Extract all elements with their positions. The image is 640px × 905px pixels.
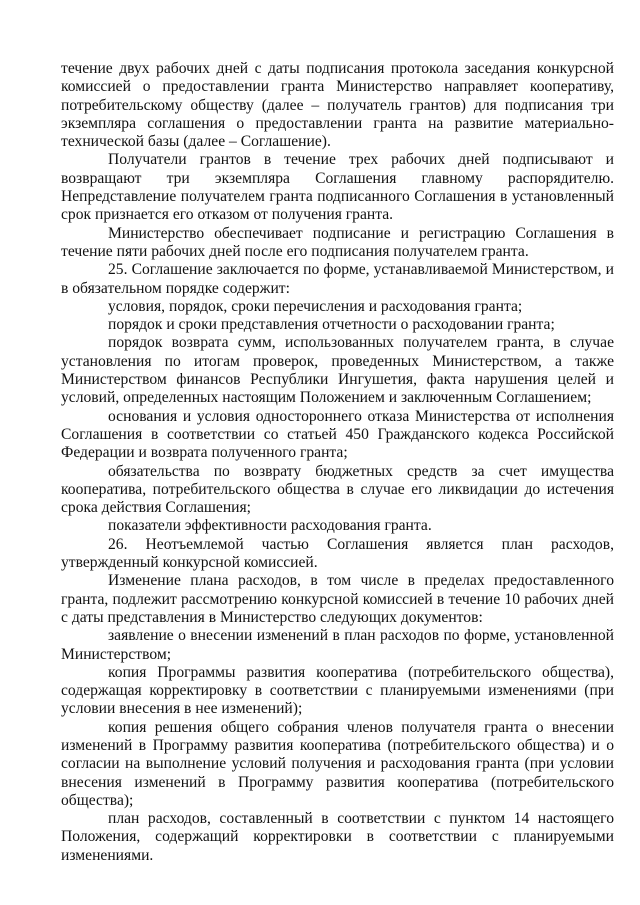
list-item-refund-procedure: порядок возврата сумм, использованных получателем гранта, в случае установления по итогам проверок, проведенных Министерством, а также Министерством финансов Республики Ингушетия, факта нарушения целей и условий, определенных настоящим Положением и заключенным Соглашением; [61, 334, 614, 407]
list-item-reporting: порядок и сроки представления отчетности о расходовании гранта; [108, 316, 555, 334]
list-item-efficiency-indicators: показатели эффективности расходования гранта. [108, 517, 432, 535]
document-page [61, 60, 614, 865]
paragraph-ministry-registration: Министерство обеспечивает подписание и регистрацию Соглашения в течение пяти рабочих дней после его подписания получателем гранта. [61, 224, 614, 260]
list-item-unilateral-refusal: основания и условия одностороннего отказа Министерства от исполнения Соглашения в соответствии со статьей 450 Гражданского кодекса Российской Федерации и возврата полученного гранта; [61, 407, 614, 462]
paragraph-item-25: 25. Соглашение заключается по форме, устанавливаемой Министерством, и в обязательном порядке содержит: [61, 261, 614, 297]
paragraph-item-26: 26. Неотъемлемой частью Соглашения является план расходов, утвержденный конкурсной комиссией. [61, 535, 614, 572]
list-item-meeting-decision-copy: копия решения общего собрания членов получателя гранта о внесении изменений в Программу развития кооператива (потребительского общества) и о согласии на выполнение условий получения и расходования гранта (при условии внесения изменений в Программу развития кооператива (потребительского общества); [61, 718, 614, 809]
list-item-application: заявление о внесении изменений в план расходов по форме, установленной Министерством; [61, 627, 614, 663]
paragraph-plan-changes: Изменение плана расходов, в том числе в пределах предоставленного гранта, подлежит рассмотрению конкурсной комиссией в течение 10 рабочих дней с даты представления в Министерство следующих документов: [61, 572, 614, 626]
paragraph-grant-agreement-sending: течение двух рабочих дней с даты подписания протокола заседания конкурсной комиссией о предоставлении гранта Министерство направляет кооперативу, потребительскому обществу (далее – получатель грантов) для подписания три экземпляра соглашения о предоставлении гранта на развитие материально-технической базы (далее – Соглашение). [61, 60, 614, 151]
list-item-expense-plan: план расходов, составленный в соответствии с пунктом 14 настоящего Положения, содержащий корректировки в соответствии с планируемыми изменениями. [61, 810, 614, 864]
list-item-program-copy: копия Программы развития кооператива (потребительского общества), содержащая корректировку в соответствии с планируемыми изменениями (при условии внесения в нее изменений); [61, 663, 614, 718]
list-item-obligations: обязательства по возврату бюджетных средств за счет имущества кооператива, потребительского общества в случае его ликвидации до истечения срока действия Соглашения; [61, 462, 614, 517]
paragraph-recipients-sign: Получатели грантов в течение трех рабочих дней подписывают и возвращают три экземпляра Соглашения главному распорядителю. Непредставление получателем гранта подписанного Соглашения в установленный срок признается его отказом от получения гранта. [61, 151, 614, 224]
list-item-conditions: условия, порядок, сроки перечисления и расходования гранта; [108, 297, 523, 315]
